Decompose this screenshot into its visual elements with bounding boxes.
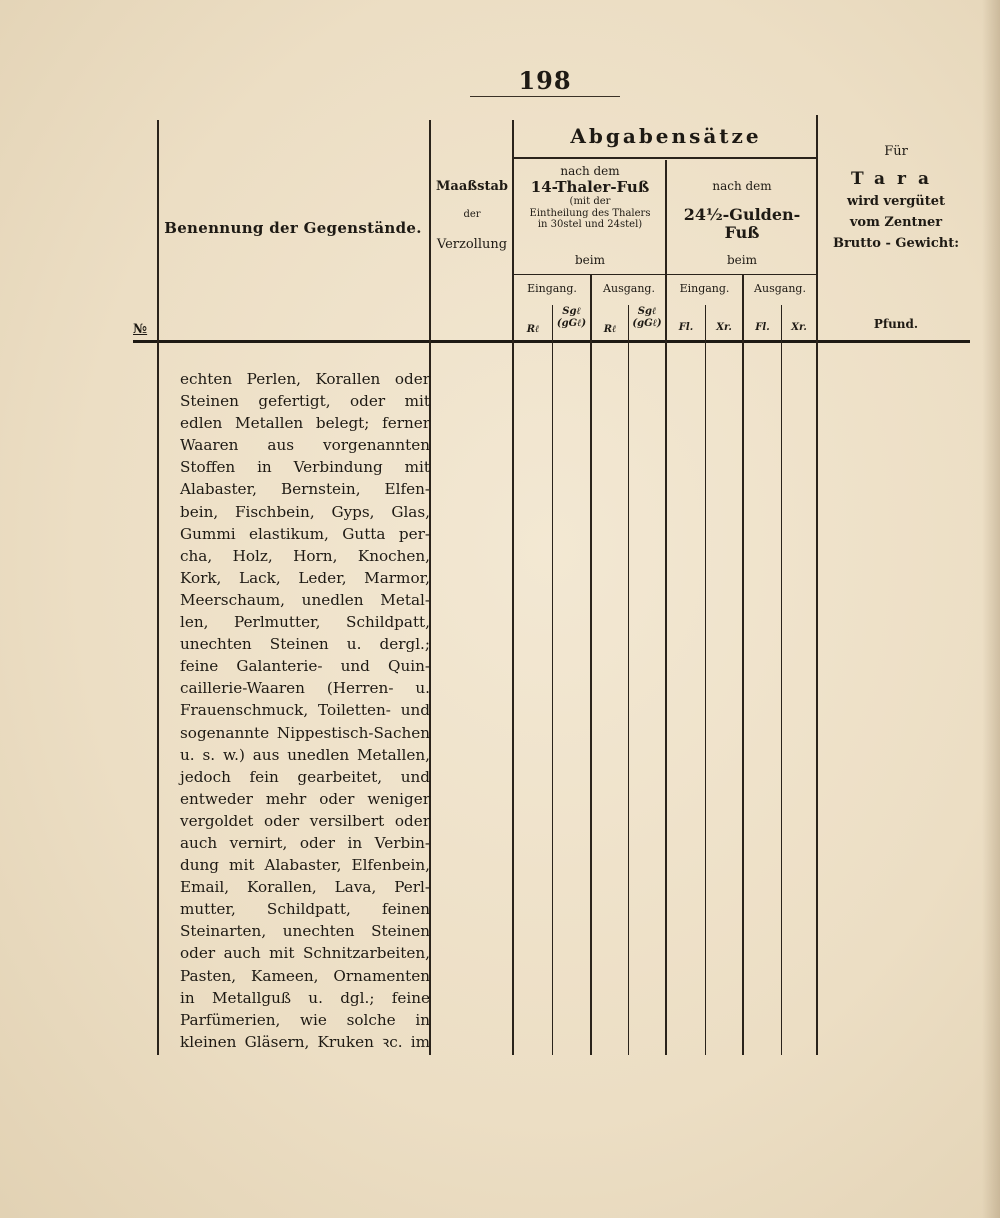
body-text-line: in Metallguß u. dgl.; feine <box>180 988 430 1007</box>
thaler-note-3: in 30stel und 24stel) <box>537 219 643 231</box>
thaler-note-2: Eintheilung des Thalers <box>529 207 651 219</box>
column-title-benennung: Benennung der Gegenstände. <box>164 219 422 237</box>
abgaben-underline <box>514 157 816 159</box>
body-text-line: echten Perlen, Korallen oder <box>180 370 430 388</box>
column-maassstab <box>432 180 512 253</box>
body-text-line: mutter, Schildpatt, feinen <box>180 900 430 919</box>
thaler-nach: nach dem <box>560 164 620 178</box>
body-text-line: Meerschaum, unedlen Metal- <box>180 590 430 609</box>
body-text-line: sogenannte Nippestisch-Sachen <box>180 723 430 742</box>
col-rule-thaler-mid <box>590 275 592 1055</box>
body-text-line: len, Perlmutter, Schildpatt, <box>180 613 430 632</box>
col-rule-fl-xr-out <box>781 305 782 1055</box>
body-text-line: u. s. w.) aus unedlen Metallen, <box>180 745 430 764</box>
body-text-line: Waaren aus vorgenannten <box>180 436 430 455</box>
unit-xr-eingang: Xr. <box>716 322 732 333</box>
tara-line-5: Brutto - Gewicht: <box>832 236 960 252</box>
pfund-label: Pfund. <box>873 317 919 331</box>
thaler-eingang: Eingang. <box>527 282 577 295</box>
maassstab-line-2: der <box>463 208 481 220</box>
maassstab-line-3: Verzollung <box>436 237 508 253</box>
body-text-line: unechten Steinen u. dergl.; <box>180 635 430 654</box>
page-number: 198 <box>518 66 572 95</box>
page-edge-shadow <box>982 0 1000 1218</box>
col-rule-fl-xr-in <box>705 305 706 1055</box>
body-text-line: Email, Korallen, Lava, Perl- <box>180 878 430 897</box>
body-text-line: Gummi elastikum, Gutta per- <box>180 524 430 543</box>
eingang-top-rule <box>514 274 816 275</box>
unit-fl-ausgang: Fl. <box>755 322 770 333</box>
tara-line-3: wird vergütet <box>846 194 946 210</box>
body-text-line: Steinarten, unechten Steinen <box>180 922 430 941</box>
body-text-line: bein, Fischbein, Gyps, Glas, <box>180 502 430 521</box>
body-text-line: Pasten, Kameen, Ornamenten <box>180 966 430 985</box>
column-abgabensaetze: Abgabensätze <box>570 124 762 148</box>
unit-fl-eingang: Fl. <box>678 322 694 333</box>
body-text-line: auch vernirt, oder in Verbin- <box>180 833 430 852</box>
col-rule-left <box>157 120 159 1055</box>
body-text-line: oder auch mit Schnitzarbeiten, <box>180 944 430 963</box>
body-text-line: Kork, Lack, Leder, Marmor, <box>180 568 430 587</box>
unit-xr-ausgang: Xr. <box>791 322 807 333</box>
unit-sg-eingang: Sgℓ (gGℓ) <box>556 306 587 329</box>
body-text-line: Steinen gefertigt, oder mit <box>180 392 430 411</box>
col-rule-gulden-mid <box>742 275 744 1055</box>
gulden-eingang: Eingang. <box>679 282 730 295</box>
gulden-fuss-header <box>667 180 817 243</box>
body-text-line: Frauenschmuck, Toiletten- und <box>180 701 430 720</box>
gulden-beim: beim <box>727 253 757 267</box>
body-text-line: jedoch fein gearbeitet, und <box>180 767 430 786</box>
col-rule-rt-sg-out <box>628 305 629 1055</box>
body-text-line: dung mit Alabaster, Elfenbein, <box>180 856 430 875</box>
unit-rt-eingang: Rℓ <box>526 324 540 335</box>
page-number-rule <box>470 96 620 97</box>
gulden-title: 24½-Gulden-Fuß <box>683 204 801 243</box>
body-text-line: entweder mehr oder weniger <box>180 789 430 808</box>
body-text-line: Alabaster, Bernstein, Elfen- <box>180 480 430 499</box>
thaler-beim: beim <box>575 253 605 267</box>
col-rule-rt-sg-in <box>552 305 553 1055</box>
thaler-fuss-header <box>515 165 665 231</box>
body-text-line: caillerie-Waaren (Herren- u. <box>180 679 430 698</box>
body-text-line: edlen Metallen belegt; ferner <box>180 414 430 433</box>
tara-line-2: Tara <box>850 168 941 189</box>
unit-rt-ausgang: Rℓ <box>603 324 617 335</box>
body-text-line: vergoldet oder versilbert oder <box>180 811 430 830</box>
body-text-line: feine Galanterie- und Quin- <box>180 657 430 676</box>
body-text-block <box>180 368 430 1053</box>
body-text-line: kleinen Gläsern, Kruken ꝛc. im <box>180 1032 430 1051</box>
body-text-line: Parfümerien, wie solche in <box>180 1010 430 1029</box>
maassstab-line-1: Maaßstab <box>436 179 508 194</box>
tara-line-4: vom Zentner <box>849 215 943 231</box>
tara-line-1: Für <box>884 144 908 159</box>
body-text-line: cha, Holz, Horn, Knochen, <box>180 546 430 565</box>
tara-header <box>822 145 970 252</box>
thaler-ausgang: Ausgang. <box>603 282 655 295</box>
unit-sg-ausgang: Sgℓ (gGℓ) <box>632 306 662 329</box>
gulden-ausgang: Ausgang. <box>754 282 806 295</box>
body-text-line: Stoffen in Verbindung mit <box>180 458 430 477</box>
thaler-title: 14-Thaler-Fuß <box>530 177 650 196</box>
col-rule-maass-right <box>512 120 514 1055</box>
gulden-nach: nach dem <box>712 179 772 193</box>
thaler-note-1: (mit der <box>569 196 611 208</box>
number-column-label: № <box>133 322 148 337</box>
